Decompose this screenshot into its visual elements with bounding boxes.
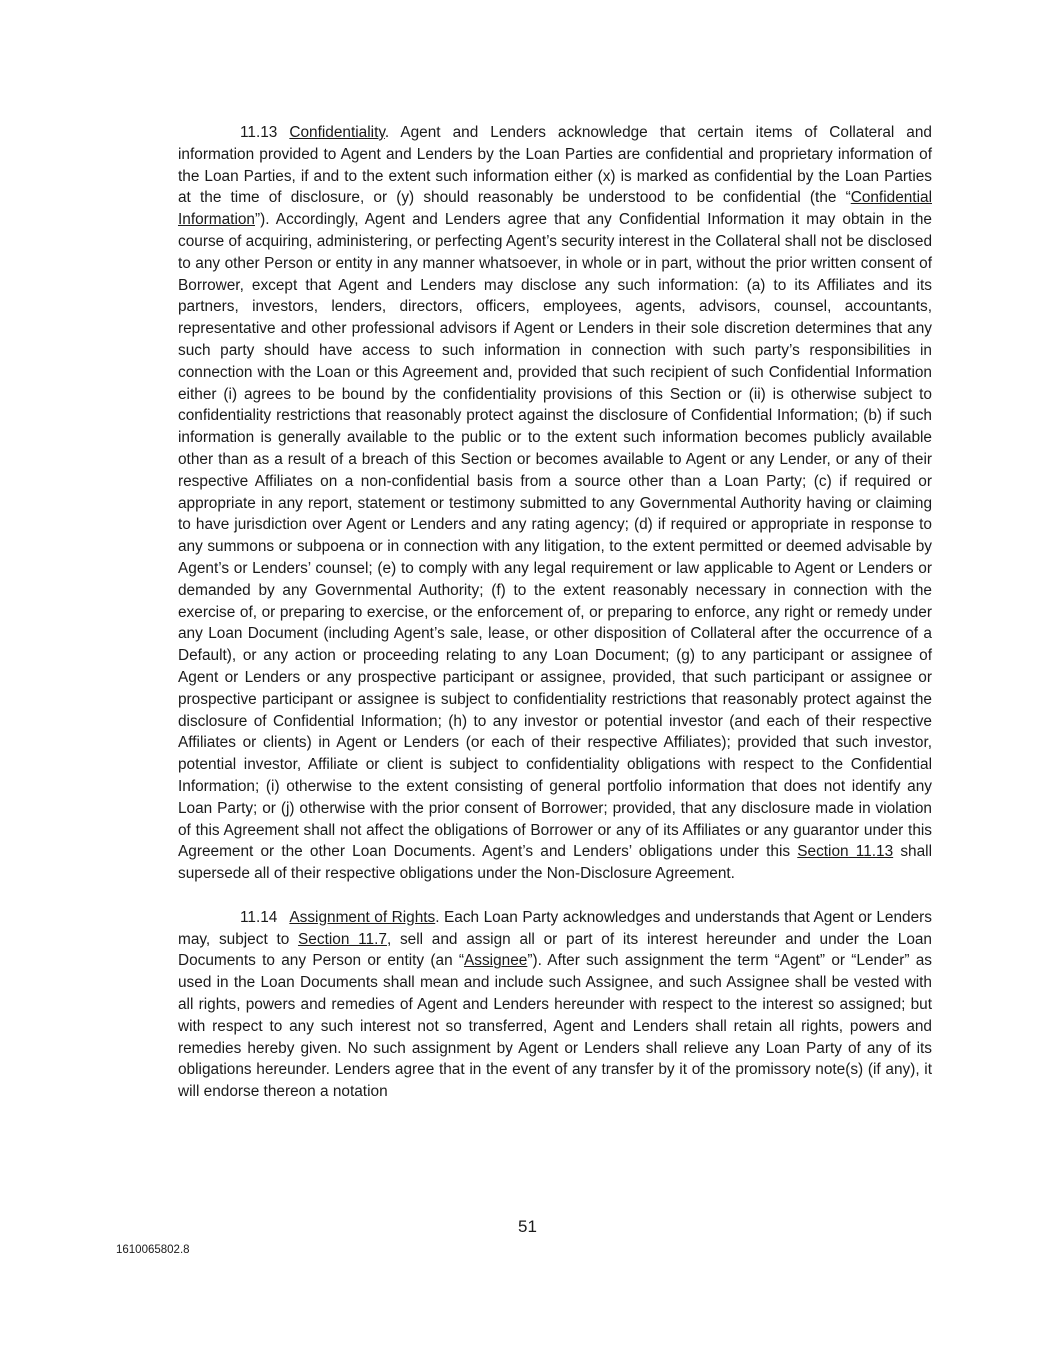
document-id: 1610065802.8 <box>116 1244 190 1256</box>
section-heading: Assignment of Rights <box>289 908 436 926</box>
page-number: 51 <box>518 1217 537 1236</box>
section-number: 11.14 <box>240 908 278 926</box>
defined-term: Assignee <box>464 952 528 970</box>
defined-term: Confidential Information <box>178 189 932 229</box>
section-reference: Section 11.7 <box>298 930 387 948</box>
document-body <box>178 122 932 1103</box>
section-text: . Agent and Lenders acknowledge that certain items of Collateral and information provided to Agent and Lenders by the Loan Parties are confidential and proprietary information of the Loan Parties, if and to the extent such information either (x) is marked as confidential by the Loan Parties at the time of disclosure, or (y) should reasonably be understood to be confidential (the “ <box>178 124 932 207</box>
section-text: shall supersede all of their respective obligations under the Non-Disclosure Agreement. <box>178 843 932 883</box>
section-11-13-paragraph <box>178 122 932 885</box>
section-heading: Confidentiality <box>289 124 385 141</box>
section-11-14-paragraph <box>178 907 932 1103</box>
section-text: . Each Loan Party acknowledges and understands that Agent or Lenders may, subject to <box>178 908 932 948</box>
section-text: ”). After such assignment the term “Agent” or “Lender” as used in the Loan Documents shall mean and include such Assignee, and such Assignee shall be vested with all rights, powers and remedies of Agent and Lenders hereunder with respect to the interest so assigned; but with respect to any such interest not so transferred, Agent and Lenders shall retain all rights, powers and remedies hereby given. No such assignment by Agent or Lenders shall relieve any Loan Party of any of its obligations hereunder. Lenders agree that in the event of any transfer by it of the promissory note(s) (if any), it will endorse thereon a notation <box>178 952 932 1101</box>
section-number: 11.13 <box>240 124 278 141</box>
section-text: ”). Accordingly, Agent and Lenders agree that any Confidential Information it may obtain in the course of acquiring, administering, or perfecting Agent’s security interest in the Collateral shall not be disclosed to any other Person or entity in any manner whatsoever, in whole or in part, without the prior written consent of Borrower, except that Agent and Lenders may disclose any such information: (a) to its Affiliates and its partners, investors, lenders, directors, officers, employees, agents, advisors, counsel, accountants, representative and other professional advisors if Agent or Lenders in their sole discretion determines that any such party should have access to such information in connection with such party’s responsibilities in connection with the Loan or this Agreement and, provided that such recipient of such Confidential Information either (i) agrees to be bound by the confidentiality provisions of this Section or (ii) is otherwise subject to confidentiality restrictions that reasonably protect against the disclosure of Confidential Information; (b) if such information is generally available to the public or to the extent such information becomes publicly available other than as a result of a breach of this Section or becomes available to Agent or any Lender, or any of their respective Affiliates on a non-confidential basis from a source other than a Loan Party; (c) if required or appropriate in any report, statement or testimony submitted to any Governmental Authority having or claiming to have jurisdiction over Agent or Lenders and any rating agency; (d) if required or appropriate in response to any summons or subpoena or in connection with any litigation, to the extent permitted or deemed advisable by Agent’s or Lenders’ counsel; (e) to comply with any legal requirement or law applicable to Agent or Lenders or demanded by any Governmental Authority; (f) to the extent reasonably necessary in connection with the exercise of, or preparing to exercise, or the enforcement of, or preparing to enforce, any right or remedy under any Loan Document (including Agent’s sale, lease, or other disposition of Collateral after the occurrence of a Default), or any action or proceeding relating to any Loan Document; (g) to any participant or assignee of Agent or Lenders or any prospective participant or assignee, provided, that such participant or assignee or prospective participant or assignee is subject to confidentiality restrictions that reasonably protect against the disclosure of Confidential Information; (h) to any investor or potential investor (and each of their respective Affiliates or clients) in Agent or Lenders (or each of their respective Affiliates); provided that such investor, potential investor, Affiliate or client is subject to confidentiality obligations with respect to the Confidential Information; (i) otherwise to the extent consisting of general portfolio information that does not identify any Loan Party; or (j) otherwise with the prior consent of Borrower; provided, that any disclosure made in violation of this Agreement shall not affect the obligations of Borrower or any of its Affiliates or any guarantor under this Agreement or the other Loan Documents. Agent’s and Lenders’ obligations under this <box>178 211 932 861</box>
section-text: , sell and assign all or part of its interest hereunder and under the Loan Documents to any Person or entity (an “ <box>178 930 932 970</box>
section-reference: Section 11.13 <box>797 843 894 861</box>
